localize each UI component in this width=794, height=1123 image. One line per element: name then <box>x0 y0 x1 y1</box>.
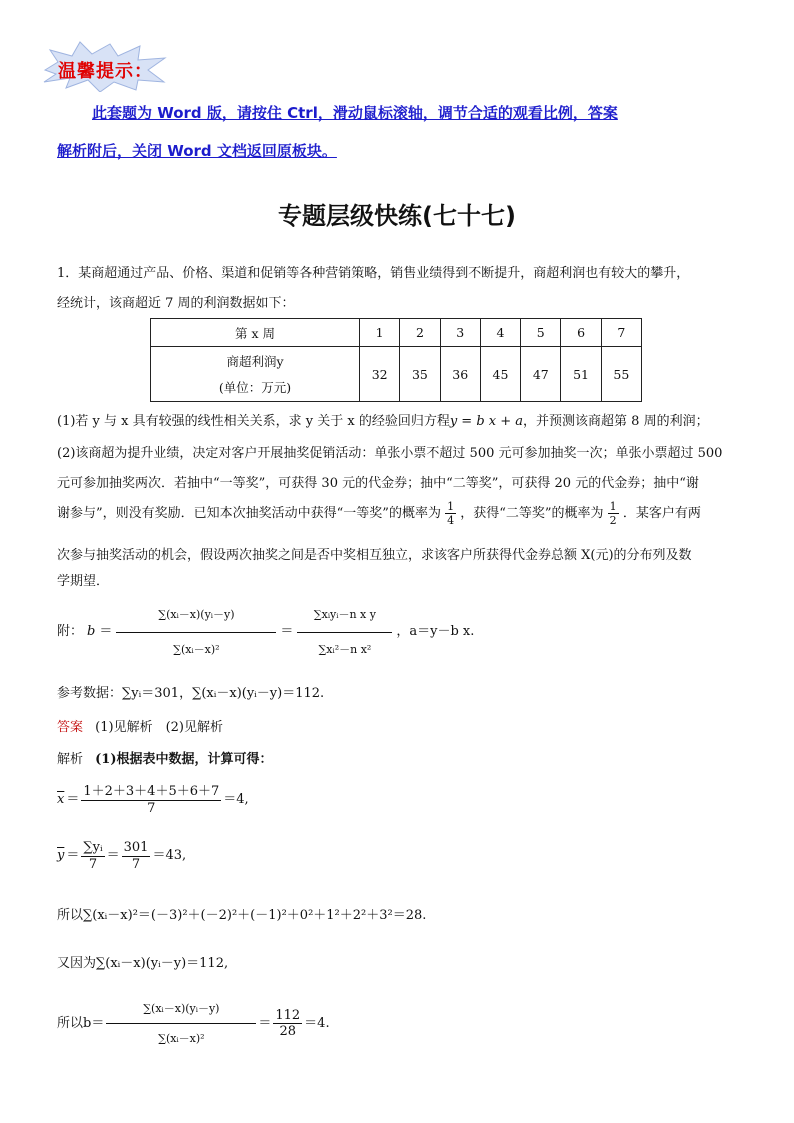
x-bar-symbol: $\overline{x}$ <box>57 792 65 808</box>
fraction-numerator: 112 <box>275 1007 301 1023</box>
b-hat-fraction-1 <box>106 1002 256 1045</box>
fraction-numerator: 301 <box>123 840 149 855</box>
fraction-denominator: 4 <box>447 514 455 528</box>
fraction-numerator: ∑xᵢyᵢ－n x y <box>297 608 392 632</box>
part-1-text-b: ，并预测该商超第 8 周的利润； <box>523 414 709 429</box>
part-2-line-2: 元可参加抽奖两次．若抽中“一等奖”，可获得 30 元的代金券；抽中“二等奖”，可获得 20 元的代金券；抽中“谢 <box>57 476 699 491</box>
table-week-cell: 4 <box>480 319 520 347</box>
x-bar-fraction <box>81 784 221 816</box>
table-week-cell: 6 <box>561 319 601 347</box>
part-2-line-1: (2)该商超为提升业绩，决定对客户开展抽奖促销活动：单张小票不超过 500 元可参加抽奖一次；单张小票超过 500 <box>57 446 723 461</box>
tip-label: 温馨提示： <box>58 61 153 82</box>
a-hat-formula: ，a＝y－b x. <box>396 624 475 640</box>
part-2-line-5: 学期望． <box>57 574 110 589</box>
b-hat-result: 所以b＝ $\frac{\text{∑(xᵢ－x)(yᵢ－y)}}{\text{∑(xᵢ－x)²}}$ ＝ $\frac{112}{28}$ ＝4. <box>57 1002 330 1046</box>
fraction-denominator: 7 <box>131 856 141 872</box>
table-week-cell: 2 <box>400 319 440 347</box>
table-week-cell: 5 <box>521 319 561 347</box>
profit-label: 商超利润y <box>226 354 284 369</box>
sum-products-line: 又因为∑(xᵢ－x)(yᵢ－y)＝112, <box>57 956 229 971</box>
fraction-numerator: 1 <box>609 500 617 513</box>
profit-unit: (单位：万元) <box>218 380 292 395</box>
fraction-numerator: 1＋2＋3＋4＋5＋6＋7 <box>83 784 220 799</box>
reference-label: 参考数据： <box>57 686 123 701</box>
table-week-cell: 3 <box>440 319 480 347</box>
part-2-text-c: ．某客户有两 <box>622 506 701 522</box>
question-intro-1: 1．某商超通过产品、价格、渠道和促销等各种营销策略，销售业绩得到不断提升，商超利润也有较大的攀升， <box>57 266 690 281</box>
appendix-label: 附： <box>57 624 84 640</box>
part-1-text-a: (1)若 y 与 x 具有较强的线性相关关系，求 y 关于 x 的经验回归方程 <box>57 414 450 429</box>
y-bar-result: ＝43, <box>152 848 187 864</box>
question-intro-2: 经统计，该商超近 7 周的利润数据如下： <box>57 296 295 311</box>
table-profit-cell: 51 <box>561 347 601 402</box>
prob-second-prize <box>608 500 619 527</box>
table-header-week: 第 x 周 <box>151 319 360 347</box>
part-2-text-b: ，获得“二等奖”的概率为 <box>460 506 604 522</box>
sum-squares-line: 所以∑(xᵢ－x)²＝(－3)²＋(－2)²＋(－1)²＋0²＋1²＋2²＋3²＝28. <box>57 908 427 923</box>
fraction-numerator: 1 <box>447 500 455 513</box>
fraction-denominator: 2 <box>609 514 617 528</box>
reference-values: ∑yᵢ＝301，∑(xᵢ－x)(yᵢ－y)＝112. <box>122 686 325 701</box>
y-bar-formula: $\overline{y}$ ＝ $\frac{\text{∑yᵢ}}{7}$ ＝ $\frac{301}{7}$ ＝43, <box>57 840 187 872</box>
fraction-denominator: ∑(xᵢ－x)² <box>173 642 220 656</box>
appendix-formula: 附： b ＝ $\frac{\text{∑(xᵢ－x)(yᵢ－y)}}{\text{∑(xᵢ－x)²}}$ ＝ $\frac{\text{∑xᵢyᵢ－n x y}}{\text{∑xᵢ²－n x²}}$ ，a＝y－b x. <box>57 608 475 656</box>
fraction-denominator: ∑(xᵢ－x)² <box>158 1032 205 1046</box>
part-2-line-4: 次参与抽奖活动的机会，假设两次抽奖之间是否中奖相互独立，求该客户所获得代金券总额 X(元)的分布列及数 <box>57 548 692 563</box>
analysis-intro: (1)根据表中数据，计算可得： <box>95 752 273 767</box>
reference-data <box>57 686 324 702</box>
table-profit-cell: 36 <box>440 347 480 402</box>
analysis-label: 解析 <box>57 752 84 767</box>
notice-line-2: 解析附后，关闭 Word 文档返回原板块。 <box>57 142 337 160</box>
fraction-denominator: 28 <box>279 1024 297 1040</box>
fraction-denominator: 7 <box>147 800 156 816</box>
y-bar-symbol: $\overline{y}$ <box>57 848 65 864</box>
formula-fraction-1 <box>116 608 276 655</box>
x-bar-result: ＝4, <box>223 792 249 808</box>
table-profit-cell: 47 <box>521 347 561 402</box>
b-hat-label: 所以b＝ <box>57 1015 105 1031</box>
table-header-profit <box>151 347 360 402</box>
fraction-denominator: ∑xᵢ²－n x² <box>318 642 372 656</box>
table-profit-cell: 35 <box>400 347 440 402</box>
page-title: 专题层级快练(七十七) <box>278 202 516 230</box>
formula-fraction-2 <box>297 608 392 655</box>
notice-line-1: 此套题为 Word 版，请按住 Ctrl，滑动鼠标滚轴，调节合适的观看比例，答案 <box>92 104 618 122</box>
table-profit-cell: 45 <box>480 347 520 402</box>
fraction-numerator: ∑(xᵢ－x)(yᵢ－y) <box>106 1002 256 1024</box>
profit-table <box>150 318 642 402</box>
y-bar-fraction-2 <box>122 840 151 872</box>
x-bar-formula: $\overline{x}$ ＝ $\frac{1+2+3+4+5+6+7}{7}$ ＝4, <box>57 784 249 816</box>
part-2-text-a: 谢参与”，则没有奖励．已知本次抽奖活动中获得“一等奖”的概率为 <box>57 506 441 522</box>
b-hat-value: ＝4. <box>304 1015 330 1031</box>
answer-text: (1)见解析 (2)见解析 <box>95 720 223 735</box>
b-hat: b <box>87 624 96 640</box>
answer-label: 答案 <box>57 720 84 735</box>
regression-equation: y = b x + a <box>449 414 524 429</box>
answer-line <box>57 720 223 736</box>
table-week-cell: 7 <box>601 319 641 347</box>
fraction-numerator: ∑yᵢ <box>83 840 103 855</box>
part-1 <box>57 414 709 430</box>
fraction-denominator: 7 <box>88 856 98 872</box>
analysis-line <box>57 752 273 768</box>
fraction-numerator: ∑(xᵢ－x)(yᵢ－y) <box>116 608 276 632</box>
table-profit-cell: 55 <box>601 347 641 402</box>
b-hat-fraction-2 <box>273 1008 302 1040</box>
table-profit-cell: 32 <box>360 347 400 402</box>
prob-first-prize <box>445 500 456 527</box>
y-bar-fraction-1 <box>81 840 104 872</box>
table-week-cell: 1 <box>360 319 400 347</box>
part-2-line-3 <box>57 500 701 527</box>
